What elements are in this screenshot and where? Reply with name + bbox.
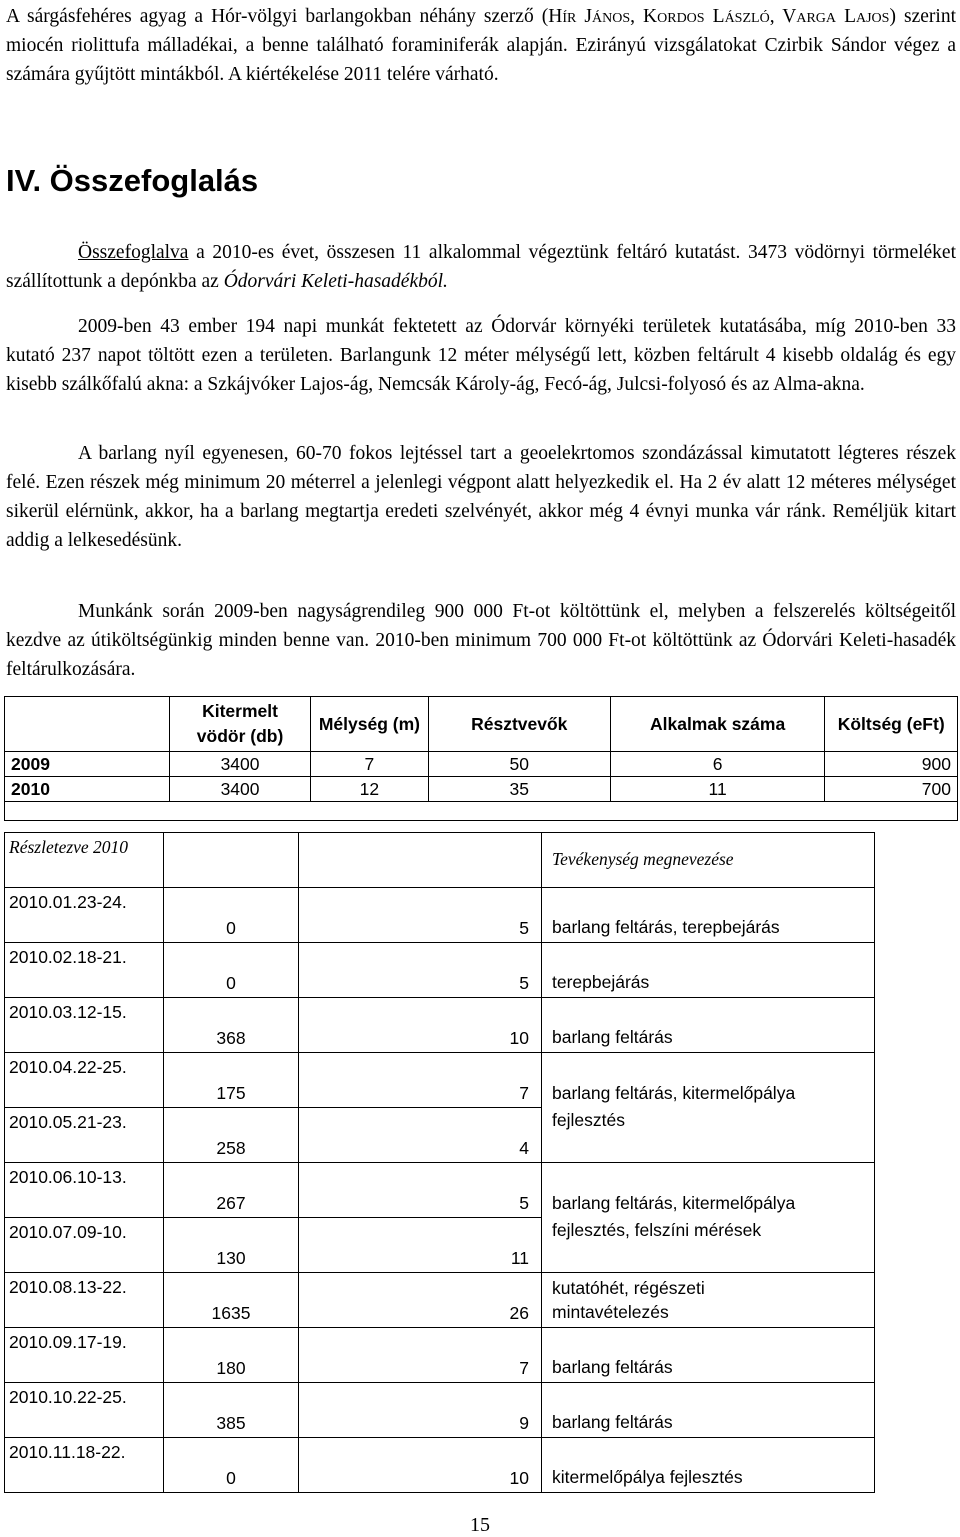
page-number: 15 [470, 1514, 490, 1536]
detail-date: 2010.04.22-25. [9, 1057, 127, 1077]
table-row [5, 888, 875, 943]
detail-buckets: 0 [164, 1438, 299, 1493]
summary-paragraph-1: Összefoglalva a 2010-es évet, összesen 11 alkalommal végeztünk feltáró kutatást. 3473 vödörnyi törmeléket szállítottunk a depónkba az Ódorvári Keleti-hasadékból. [6, 242, 956, 292]
stats-header-depth: Mélység (m) [311, 697, 429, 752]
stats-cost: 700 [825, 777, 958, 802]
detail-activity: barlang feltárás, kitermelőpálya [542, 1053, 875, 1108]
detail-date: 2010.08.13-22. [9, 1277, 127, 1297]
intro-paragraph: A sárgásfehéres agyag a Hór-völgyi barlangokban néhány szerző (Hír János, Kordos László, Varga Lajos) szerint miocén riolittufa málladékai, a benne található foraminiferák alapján. Ezirányú vizsgálatokat Czirbik Sándor végez a számára gyűjtött mintákból. A kiértékelése 2011 telére várható. [6, 6, 956, 85]
table-row [5, 1273, 875, 1328]
table-row [5, 1163, 875, 1218]
detail-buckets: 258 [164, 1108, 299, 1163]
author-varga-lajos: Varga Lajos [782, 6, 890, 27]
stats-header-cost: Költség (eFt) [825, 697, 958, 752]
table-row [5, 1053, 875, 1108]
detail-header-activity: Tevékenység megnevezése [542, 833, 875, 888]
stats-occasions: 6 [610, 752, 825, 777]
stats-empty-row [5, 802, 958, 821]
detail-people: 5 [299, 943, 542, 998]
detail-date: 2010.07.09-10. [9, 1222, 127, 1242]
stats-table [4, 696, 958, 821]
detail-people: 5 [299, 888, 542, 943]
stats-header-buckets: Kitermelt vödör (db) [169, 697, 310, 752]
detail-buckets: 385 [164, 1383, 299, 1438]
detail-activity: barlang feltárás [542, 1383, 875, 1438]
detail-date: 2010.02.18-21. [9, 947, 127, 967]
summary-paragraph-3: A barlang nyíl egyenesen, 60-70 fokos lejtéssel tart a geoelekrtomos szondázással kimutatott légteres részek felé. Ezen részek még minimum 20 méterrel a jelenlegi végpont alatt helyezkedik el. Ha 2 év alatt 12 méteres mélységet sikerül elérnünk, akkor, ha a barlang megtartja eredeti szelvényét, akkor még 4 évnyi munka vár ránk. Reméljük kitart addig a lelkesedésünk. [6, 443, 956, 551]
detail-buckets: 180 [164, 1328, 299, 1383]
author-hir-janos: Hír János [548, 6, 631, 27]
detail-people: 9 [299, 1383, 542, 1438]
detail-header-date: Részletezve 2010 [5, 833, 164, 888]
detail-activity: fejlesztés [542, 1108, 875, 1163]
detail-people: 11 [299, 1218, 542, 1273]
stats-occasions: 11 [610, 777, 825, 802]
table-row [5, 998, 875, 1053]
detail-date: 2010.10.22-25. [9, 1387, 127, 1407]
detail-date: 2010.09.17-19. [9, 1332, 127, 1352]
stats-year: 2009 [5, 752, 170, 777]
stats-header-empty [5, 697, 170, 752]
stats-year: 2010 [5, 777, 170, 802]
stats-header-occasions: Alkalmak száma [610, 697, 825, 752]
detail-activity: terepbejárás [542, 943, 875, 998]
detail-people: 7 [299, 1328, 542, 1383]
stats-cost: 900 [825, 752, 958, 777]
table-row [5, 1108, 875, 1163]
stats-buckets: 3400 [169, 752, 310, 777]
detail-activity: kitermelőpálya fejlesztés [542, 1438, 875, 1493]
detail-date: 2010.06.10-13. [9, 1167, 127, 1187]
stats-depth: 12 [311, 777, 429, 802]
detail-activity: barlang feltárás, terepbejárás [542, 888, 875, 943]
detail-buckets: 1635 [164, 1273, 299, 1328]
stats-participants: 50 [428, 752, 610, 777]
author-kordos-laszlo: Kordos László [643, 6, 770, 27]
table-row [5, 752, 958, 777]
detail-activity: kutatóhét, régészeti mintavételezés [542, 1273, 875, 1328]
detail-activity: barlang feltárás [542, 1328, 875, 1383]
table-row [5, 943, 875, 998]
detail-buckets: 130 [164, 1218, 299, 1273]
stats-depth: 7 [311, 752, 429, 777]
table-row [5, 1328, 875, 1383]
detail-buckets: 0 [164, 943, 299, 998]
stats-header-row [5, 697, 958, 752]
detail-buckets: 368 [164, 998, 299, 1053]
section-heading: IV. Összefoglalás [6, 163, 259, 198]
summary-paragraph-2: 2009-ben 43 ember 194 napi munkát fektetett az Ódorvár környéki területek kutatásába, míg 2010-ben 33 kutató 237 napot töltött ezen a területen. Barlangunk 12 méter mélységű lett, közben feltárult 4 kisebb oldalág és egy kisebb szálkőfalú akna: a Szkájvóker Lajos-ág, Nemcsák Károly-ág, Fecó-ág, Julcsi-folyosó és az Alma-akna. [6, 316, 956, 395]
detail-people: 7 [299, 1053, 542, 1108]
detail-buckets: 267 [164, 1163, 299, 1218]
detail-buckets: 175 [164, 1053, 299, 1108]
detail-buckets: 0 [164, 888, 299, 943]
table-row [5, 1383, 875, 1438]
detail-activity: barlang feltárás, kitermelőpálya [542, 1163, 875, 1218]
stats-buckets: 3400 [169, 777, 310, 802]
stats-header-participants: Résztvevők [428, 697, 610, 752]
detail-people: 10 [299, 1438, 542, 1493]
table-row [5, 1218, 875, 1273]
detail-people: 26 [299, 1273, 542, 1328]
stats-participants: 35 [428, 777, 610, 802]
detail-people: 10 [299, 998, 542, 1053]
detail-activity: barlang feltárás [542, 998, 875, 1053]
detail-people: 5 [299, 1163, 542, 1218]
detail-table [4, 832, 875, 1493]
table-row [5, 777, 958, 802]
detail-people: 4 [299, 1108, 542, 1163]
detail-date: 2010.05.21-23. [9, 1112, 127, 1132]
summary-paragraph-4: Munkánk során 2009-ben nagyságrendileg 900 000 Ft-ot költöttünk el, melyben a felszerelés költségeitől kezdve az útiköltségünkig minden benne van. 2010-ben minimum 700 000 Ft-ot költöttünk az Ódorvári Keleti-hasadék feltárulkozására. [6, 601, 956, 680]
detail-activity: fejlesztés, felszíni mérések [542, 1218, 875, 1273]
detail-date: 2010.01.23-24. [9, 892, 127, 912]
table-row [5, 1438, 875, 1493]
detail-header-row [5, 833, 875, 888]
detail-date: 2010.11.18-22. [9, 1442, 126, 1462]
detail-date: 2010.03.12-15. [9, 1002, 127, 1022]
